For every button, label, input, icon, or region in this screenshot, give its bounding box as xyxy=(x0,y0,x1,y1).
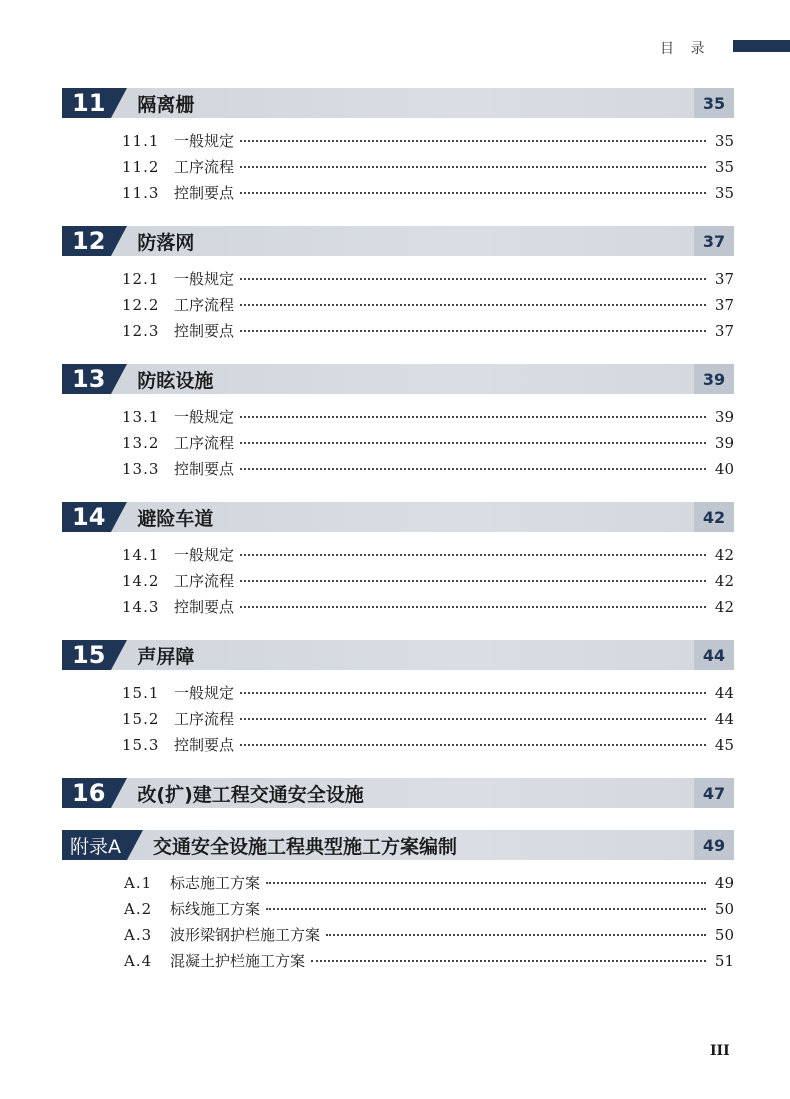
section-number: A.4 xyxy=(124,952,153,970)
section-title: 工序流程 xyxy=(174,296,235,314)
section-title: 工序流程 xyxy=(174,572,235,590)
section-number: A.3 xyxy=(124,926,153,944)
toc-chapter xyxy=(62,778,734,808)
chapter-title: 防落网 xyxy=(137,231,195,254)
chapter-number: 14 xyxy=(62,502,111,532)
chapter-title: 隔离栅 xyxy=(137,93,195,116)
section-title: 标志施工方案 xyxy=(170,874,261,892)
section-number: A.1 xyxy=(124,874,153,892)
toc-entry[interactable] xyxy=(62,708,734,734)
chapter-header[interactable] xyxy=(62,640,734,670)
section-page: 51 xyxy=(714,952,734,970)
section-list xyxy=(62,532,734,626)
chapter-title: 声屏障 xyxy=(137,645,195,668)
chapter-header[interactable] xyxy=(62,502,734,532)
section-title: 混凝土护栏施工方案 xyxy=(170,952,306,970)
section-title: 控制要点 xyxy=(174,184,235,202)
section-title: 标线施工方案 xyxy=(170,900,261,918)
section-number: 13.2 xyxy=(122,434,160,452)
section-number: 15.1 xyxy=(122,684,160,702)
section-title: 控制要点 xyxy=(174,322,235,340)
toc-entry[interactable] xyxy=(62,950,734,976)
chapter-title: 改(扩)建工程交通安全设施 xyxy=(137,783,364,806)
section-page: 42 xyxy=(714,598,734,616)
section-page: 50 xyxy=(714,900,734,918)
toc-entry[interactable] xyxy=(62,458,734,484)
dot-leader xyxy=(240,303,706,306)
section-number: 15.3 xyxy=(122,736,160,754)
section-page: 40 xyxy=(714,460,734,478)
section-page: 37 xyxy=(714,322,734,340)
table-of-contents xyxy=(62,88,734,994)
section-page: 44 xyxy=(714,684,734,702)
toc-entry[interactable] xyxy=(62,924,734,950)
section-number: 14.1 xyxy=(122,546,160,564)
section-page: 44 xyxy=(714,710,734,728)
chapter-number: 11 xyxy=(62,88,111,118)
toc-entry[interactable] xyxy=(62,898,734,924)
chapter-page: 49 xyxy=(694,830,734,860)
toc-entry[interactable] xyxy=(62,130,734,156)
section-page: 35 xyxy=(714,184,734,202)
chapter-number: 12 xyxy=(62,226,111,256)
section-title: 控制要点 xyxy=(174,460,235,478)
dot-leader xyxy=(240,717,706,720)
section-title: 工序流程 xyxy=(174,434,235,452)
section-page: 42 xyxy=(714,546,734,564)
chapter-page: 39 xyxy=(694,364,734,394)
section-page: 39 xyxy=(714,408,734,426)
dot-leader xyxy=(266,881,706,884)
section-list xyxy=(62,118,734,212)
chapter-number: 13 xyxy=(62,364,111,394)
section-title: 一般规定 xyxy=(174,132,235,150)
running-head: 目 录 xyxy=(660,41,711,57)
section-page: 42 xyxy=(714,572,734,590)
chapter-header[interactable] xyxy=(62,830,734,860)
section-number: 12.3 xyxy=(122,322,160,340)
section-title: 一般规定 xyxy=(174,546,235,564)
dot-leader xyxy=(240,467,706,470)
chapter-title: 避险车道 xyxy=(137,507,214,530)
section-page: 39 xyxy=(714,434,734,452)
toc-entry[interactable] xyxy=(62,156,734,182)
section-list xyxy=(62,256,734,350)
toc-chapter xyxy=(62,226,734,350)
section-page: 49 xyxy=(714,874,734,892)
section-number: 11.2 xyxy=(122,158,160,176)
section-list xyxy=(62,670,734,764)
section-number: 13.3 xyxy=(122,460,160,478)
dot-leader xyxy=(240,743,706,746)
section-list xyxy=(62,394,734,488)
chapter-page: 35 xyxy=(694,88,734,118)
section-page: 35 xyxy=(714,132,734,150)
section-number: 14.2 xyxy=(122,572,160,590)
toc-entry[interactable] xyxy=(62,294,734,320)
chapter-number: 15 xyxy=(62,640,111,670)
chapter-page: 42 xyxy=(694,502,734,532)
section-number: 14.3 xyxy=(122,598,160,616)
section-list xyxy=(62,860,734,980)
toc-entry[interactable] xyxy=(62,182,734,208)
toc-entry[interactable] xyxy=(62,596,734,622)
section-number: 11.1 xyxy=(122,132,160,150)
section-title: 控制要点 xyxy=(174,598,235,616)
section-number: 11.3 xyxy=(122,184,160,202)
toc-chapter xyxy=(62,640,734,764)
toc-entry[interactable] xyxy=(62,570,734,596)
section-title: 工序流程 xyxy=(174,158,235,176)
section-title: 一般规定 xyxy=(174,684,235,702)
section-page: 45 xyxy=(714,736,734,754)
toc-chapter xyxy=(62,502,734,626)
chapter-header[interactable] xyxy=(62,226,734,256)
chapter-header[interactable] xyxy=(62,364,734,394)
section-number: 12.1 xyxy=(122,270,160,288)
chapter-number: 附录A xyxy=(62,830,127,860)
toc-entry[interactable] xyxy=(62,268,734,294)
section-number: 13.1 xyxy=(122,408,160,426)
toc-chapter xyxy=(62,88,734,212)
section-title: 工序流程 xyxy=(174,710,235,728)
dot-leader xyxy=(240,165,706,168)
toc-entry[interactable] xyxy=(62,320,734,346)
section-page: 37 xyxy=(714,296,734,314)
toc-entry[interactable] xyxy=(62,682,734,708)
section-number: 15.2 xyxy=(122,710,160,728)
section-number: A.2 xyxy=(124,900,153,918)
dot-leader xyxy=(240,579,706,582)
toc-entry[interactable] xyxy=(62,544,734,570)
chapter-number: 16 xyxy=(62,778,111,808)
dot-leader xyxy=(240,329,706,332)
chapter-page: 37 xyxy=(694,226,734,256)
dot-leader xyxy=(240,139,706,142)
chapter-title: 交通安全设施工程典型施工方案编制 xyxy=(153,835,458,858)
dot-leader xyxy=(240,605,706,608)
section-title: 波形梁钢护栏施工方案 xyxy=(170,926,321,944)
toc-entry[interactable] xyxy=(62,432,734,458)
section-title: 控制要点 xyxy=(174,736,235,754)
toc-entry[interactable] xyxy=(62,406,734,432)
chapter-title: 防眩设施 xyxy=(137,369,214,392)
dot-leader xyxy=(326,933,706,936)
dot-leader xyxy=(266,907,706,910)
section-title: 一般规定 xyxy=(174,408,235,426)
section-page: 50 xyxy=(714,926,734,944)
chapter-header[interactable] xyxy=(62,778,734,808)
dot-leader xyxy=(240,441,706,444)
section-page: 37 xyxy=(714,270,734,288)
chapter-page: 44 xyxy=(694,640,734,670)
chapter-header[interactable] xyxy=(62,88,734,118)
page-folio: III xyxy=(710,1043,730,1059)
chapter-page: 47 xyxy=(694,778,734,808)
toc-entry[interactable] xyxy=(62,872,734,898)
dot-leader xyxy=(240,691,706,694)
dot-leader xyxy=(311,959,706,962)
dot-leader xyxy=(240,191,706,194)
toc-chapter xyxy=(62,830,734,980)
dot-leader xyxy=(240,277,706,280)
section-number: 12.2 xyxy=(122,296,160,314)
dot-leader xyxy=(240,415,706,418)
toc-chapter xyxy=(62,364,734,488)
running-head-bar xyxy=(733,40,790,52)
dot-leader xyxy=(240,553,706,556)
section-title: 一般规定 xyxy=(174,270,235,288)
section-page: 35 xyxy=(714,158,734,176)
toc-entry[interactable] xyxy=(62,734,734,760)
